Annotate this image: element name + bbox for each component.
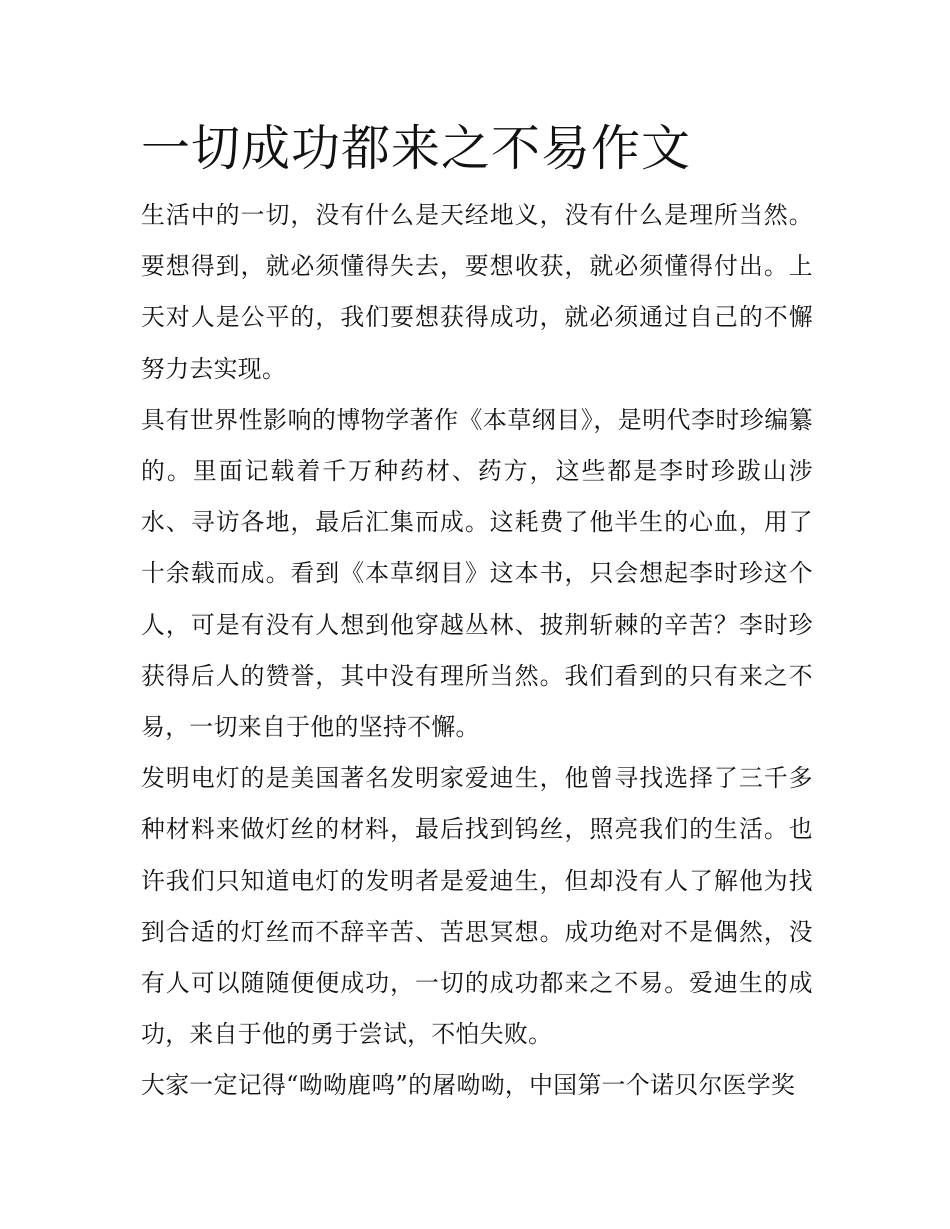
document-title: 一切成功都来之不易作文 — [141, 120, 692, 177]
paragraph-1: 生活中的一切，没有什么是天经地义，没有什么是理所当然。要想得到，就必须懂得失去，要想收获，就必须懂得付出。上天对人是公平的，我们要想获得成功，就必须通过自己的不懈努力去实现。 — [141, 201, 813, 383]
document-page — [141, 118, 813, 1112]
paragraph-3: 发明电灯的是美国著名发明家爱迪生，他曾寻找选择了三千多种材料来做灯丝的材料，最后找到钨丝，照亮我们的生活。也许我们只知道电灯的发明者是爱迪生，但却没有人了解他为找到合适的灯丝而不辞辛苦、苦思冥想。成功绝对不是偶然，没有人可以随随便便成功，一切的成功都来之不易。爱迪生的成功，来自于他的勇于尝试，不怕失败。 — [141, 764, 813, 1049]
paragraph-4: 大家一定记得“呦呦鹿鸣”的屠呦呦，中国第一个诺贝尔医学奖 — [141, 1071, 796, 1100]
paragraph-2: 具有世界性影响的博物学著作《本草纲目》，是明代李时珍编纂的。里面记载着千万种药材、药方，这些都是李时珍跋山涉水、寻访各地，最后汇集而成。这耗费了他半生的心血，用了十余载而成。看到《本草纲目》这本书，只会想起李时珍这个人，可是有没有人想到他穿越丛林、披荆斩棘的辛苦？李时珍获得后人的赞誉，其中没有理所当然。我们看到的只有来之不易，一切来自于他的坚持不懈。 — [141, 405, 813, 742]
